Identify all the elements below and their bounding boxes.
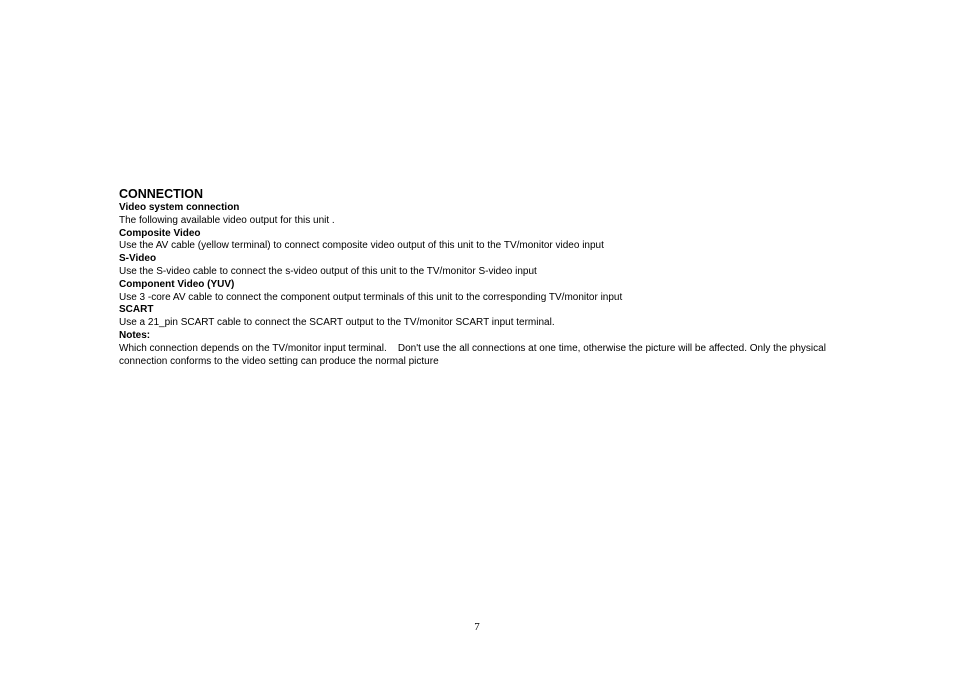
section-heading-scart: SCART (119, 304, 154, 316)
section-heading-video-system: Video system connection (119, 202, 240, 213)
section-heading-component-video: Component Video (YUV) (119, 278, 235, 290)
page-title: CONNECTION (119, 187, 204, 201)
section-text-scart: Use a 21_pin SCART cable to connect the SCART output to the TV/monitor SCART input terminal. (119, 317, 555, 329)
section-text-notes: Which connection depends on the TV/monitor input terminal. Don't use the all connections at one time, otherwise the picture will be affected. Only the physical connection conforms to the video setting can produce the normal picture (119, 342, 829, 367)
section-heading-notes: Notes: (119, 329, 151, 341)
section-text-composite-video: Use the AV cable (yellow terminal) to connect composite video output of this unit to the TV/monitor video input (119, 240, 604, 252)
document-body (119, 187, 849, 368)
section-heading-composite-video: Composite Video (119, 227, 201, 239)
section-text-component-video: Use 3 -core AV cable to connect the component output terminals of this unit to the corresponding TV/monitor input (119, 291, 623, 303)
section-text-s-video: Use the S-video cable to connect the s-video output of this unit to the TV/monitor S-video input (119, 265, 537, 277)
section-heading-s-video: S-Video (119, 253, 157, 265)
section-text-video-system: The following available video output for this unit . (119, 214, 335, 226)
page-number: 7 (474, 621, 480, 633)
